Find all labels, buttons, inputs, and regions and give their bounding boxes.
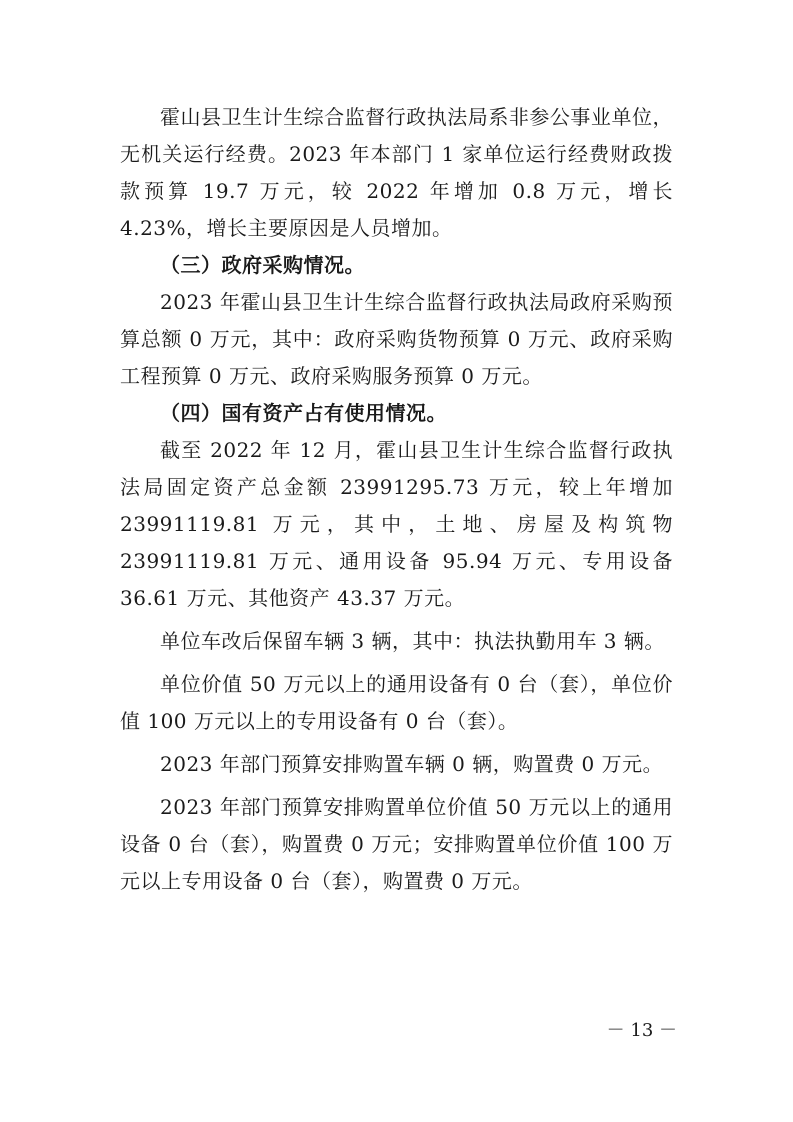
document-body (120, 99, 673, 900)
paragraph-equipment-purchase: 2023 年部门预算安排购置单位价值 50 万元以上的通用设备 0 台（套），购置费 0 万元；安排购置单位价值 100 万元以上专用设备 0 台（套），购置费 0 万元。 (120, 795, 673, 893)
paragraph-fixed-assets: 截至 2022 年 12 月，霍山县卫生计生综合监督行政执法局固定资产总金额 23991295.73 万元，较上年增加 23991119.81 万元，其中，土地、房屋及构筑物 23991119.81 万元、通用设备 95.94 万元、专用设备 36.61 万元、其他资产 43.37 万元。 (120, 438, 673, 610)
heading-state-assets: （四）国有资产占有使用情况。 (160, 401, 447, 425)
paragraph-vehicle-purchase: 2023 年部门预算安排购置车辆 0 辆，购置费 0 万元。 (160, 752, 664, 776)
paragraph-equipment: 单位价值 50 万元以上的通用设备有 0 台（套），单位价值 100 万元以上的专用设备有 0 台（套）。 (120, 672, 673, 733)
paragraph-procurement-budget: 2023 年霍山县卫生计生综合监督行政执法局政府采购预算总额 0 万元，其中：政府采购货物预算 0 万元、政府采购工程预算 0 万元、政府采购服务预算 0 万元。 (120, 290, 673, 388)
page-number: － 13 － (606, 1020, 677, 1041)
paragraph-operating-expenses: 霍山县卫生计生综合监督行政执法局系非参公事业单位，无机关运行经费。2023 年本部门 1 家单位运行经费财政拨款预算 19.7 万元，较 2022 年增加 0.8 万元，增长 4.23%，增长主要原因是人员增加。 (120, 105, 673, 240)
heading-government-procurement: （三）政府采购情况。 (160, 253, 365, 277)
paragraph-vehicles: 单位车改后保留车辆 3 辆，其中：执法执勤用车 3 辆。 (160, 629, 665, 653)
